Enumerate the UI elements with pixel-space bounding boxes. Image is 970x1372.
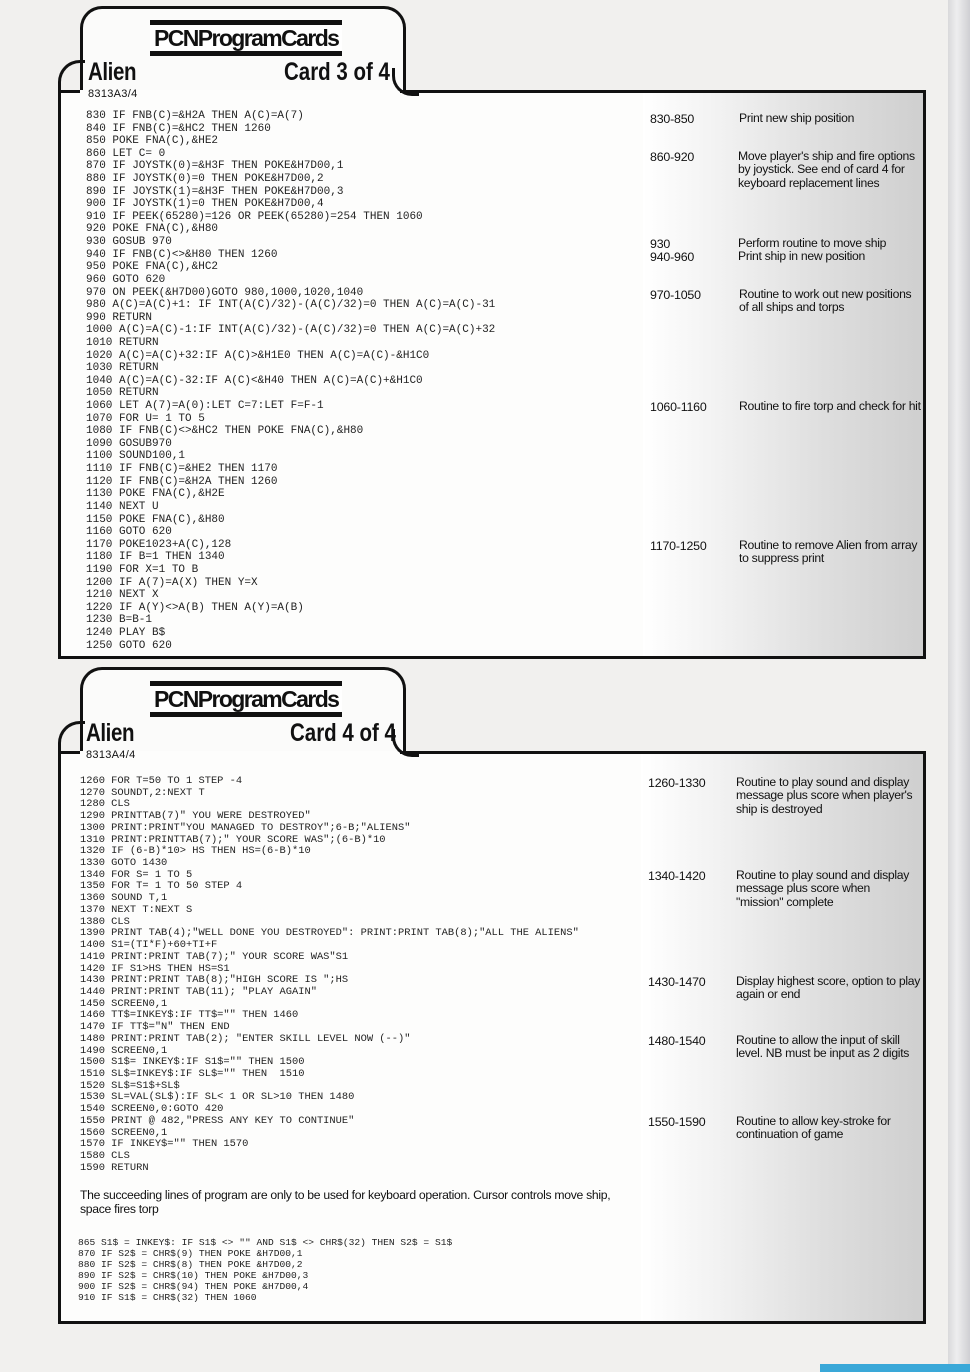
note-description: Routine to work out new positions of all ships and torps: [739, 287, 912, 315]
keyboard-note: The succeeding lines of program are only to be used for keyboard operation. Cursor controls move ship, space fires torp: [80, 1188, 611, 1216]
code-line: 1550 PRINT @ 482,"PRESS ANY KEY TO CONTINUE": [80, 1114, 355, 1127]
code-line: 920 POKE FNA(C),&H80: [86, 223, 219, 236]
code-line: 1430 PRINT:PRINT TAB(8);"HIGH SCORE IS ";HS: [80, 974, 349, 987]
code-line: 1280 CLS: [80, 798, 130, 811]
page-edge-strip: [820, 1364, 970, 1372]
code-line: 865 S1$ = INKEY$: IF S1$ <> "" AND S1$ <> CHR$(32) THEN S2$ = S1$: [78, 1237, 453, 1248]
code-line: 870 IF JOYSTK(0)=&H3F THEN POKE&H7D00,1: [86, 160, 344, 173]
note-description: Routine to allow the input of skill level. NB must be input as 2 digits: [736, 1033, 910, 1061]
note-line-range: 1340-1420: [648, 869, 706, 883]
brand-logo: PCNProgramCards: [150, 20, 342, 56]
code-line: 1180 IF B=1 THEN 1340: [86, 551, 225, 564]
code-line: 1400 S1=(TI*F)+60+TI+F: [80, 939, 218, 952]
code-line: 1130 POKE FNA(C),&H2E: [86, 488, 225, 501]
note-line-range: 970-1050: [650, 288, 701, 302]
code-line: 1420 IF S1>HS THEN HS=S1: [80, 962, 230, 975]
code-line: 1460 TT$=INKEY$:IF TT$="" THEN 1460: [80, 1009, 299, 1022]
note-description: Move player's ship and fire options by joystick. See end of card 4 for keyboard replacement lines: [738, 149, 915, 190]
code-line: 1490 SCREEN0,1: [80, 1044, 168, 1057]
code-line: 1330 GOTO 1430: [80, 857, 168, 870]
code-listing: [86, 110, 495, 652]
code-line: 1050 RETURN: [86, 387, 159, 400]
code-line: 1320 IF (6-B)*10> HS THEN HS=(6-B)*10: [80, 845, 311, 858]
program-card-4: [58, 667, 926, 1327]
code-line: 1290 PRINTTAB(7)" YOU WERE DESTROYED": [80, 810, 311, 823]
code-line: 1000 A(C)=A(C)-1:IF INT(A(C)/32)-(A(C)/32)=0 THEN A(C)=A(C)+32: [86, 324, 496, 337]
code-line: 1160 GOTO 620: [86, 526, 172, 539]
code-line: 1530 SL=VAL(SL$):IF SL< 1 OR SL>10 THEN 1480: [80, 1091, 355, 1104]
code-line: 1370 NEXT T:NEXT S: [80, 903, 193, 916]
code-line: 1150 POKE FNA(C),&H80: [86, 513, 225, 526]
code-line: 1450 SCREEN0,1: [80, 997, 168, 1010]
code-line: 1500 S1$= INKEY$:IF S1$="" THEN 1500: [80, 1056, 305, 1069]
note-description: Routine to fire torp and check for hit: [739, 399, 921, 413]
code-line: 1110 IF FNB(C)=&HE2 THEN 1170: [86, 463, 278, 476]
note-line-range: 930: [650, 237, 671, 251]
card-number: Card 3 of 4: [284, 58, 390, 86]
note-description: Print new ship position: [739, 111, 855, 125]
code-line: 1340 FOR S= 1 TO 5: [80, 868, 193, 881]
code-line: 1120 IF FNB(C)=&H2A THEN 1260: [86, 475, 278, 488]
code-line: 890 IF S2$ = CHR$(10) THEN POKE &H7D00,3: [78, 1270, 309, 1282]
note-line-range: 1170-1250: [650, 539, 707, 553]
card-3-body-top-left: [58, 90, 80, 93]
note-description: Perform routine to move ship: [738, 236, 887, 250]
code-listing: [80, 776, 579, 1174]
note-line-range: 830-850: [650, 112, 695, 126]
code-line: 900 IF JOYSTK(1)=0 THEN POKE&H7D00,4: [86, 198, 324, 211]
code-line: 1350 FOR T= 1 TO 50 STEP 4: [80, 880, 243, 893]
code-line: 900 IF S2$ = CHR$(94) THEN POKE &H7D00,4: [78, 1281, 309, 1293]
note-line-range: 1430-1470: [648, 975, 706, 989]
note-line-range: 940-960: [650, 250, 695, 264]
keyboard-code-listing: [78, 1237, 452, 1304]
note-description: Routine to allow key-stroke for continuation of game: [736, 1114, 891, 1142]
code-line: 1170 POKE1023+A(C),128: [86, 538, 232, 551]
code-line: 1190 FOR X=1 TO B: [86, 563, 199, 576]
code-line: 1140 NEXT U: [86, 500, 159, 513]
code-line: 1100 SOUND100,1: [86, 450, 186, 463]
code-line: 860 LET C= 0: [86, 147, 166, 160]
page-binding-edge: [948, 0, 970, 1372]
code-line: 1010 RETURN: [86, 336, 159, 349]
code-line: 1270 SOUNDT,2:NEXT T: [80, 786, 205, 799]
card-4-body-top-right: [400, 751, 926, 754]
code-line: 880 IF JOYSTK(0)=0 THEN POKE&H7D00,2: [86, 173, 324, 186]
note-line-range: 1260-1330: [648, 776, 706, 790]
note-description: Routine to remove Alien from array to suppress print: [739, 538, 918, 566]
code-line: 1590 RETURN: [80, 1161, 149, 1174]
code-line: 960 GOTO 620: [86, 273, 166, 286]
code-line: 850 POKE FNA(C),&HE2: [86, 135, 219, 148]
note-line-range: 1060-1160: [650, 400, 707, 414]
code-line: 890 IF JOYSTK(1)=&H3F THEN POKE&H7D00,3: [86, 185, 344, 198]
note-line-range: 1550-1590: [648, 1115, 706, 1129]
brand-logo: PCNProgramCards: [150, 681, 342, 717]
code-line: 950 POKE FNA(C),&HC2: [86, 261, 219, 274]
card-4-body-top-left: [58, 751, 80, 754]
card-number: Card 4 of 4: [290, 719, 396, 747]
note-description: Routine to play sound and display message plus score when player's ship is destroyed: [736, 775, 913, 816]
code-line: 910 IF S1$ = CHR$(32) THEN 1060: [78, 1292, 257, 1304]
code-line: 1260 FOR T=50 TO 1 STEP -4: [80, 775, 243, 787]
code-line: 880 IF S2$ = CHR$(8) THEN POKE &H7D00,2: [78, 1259, 303, 1271]
card-4-tab-shoulder: [58, 721, 85, 754]
code-line: 990 RETURN: [86, 311, 153, 324]
code-line: 1080 IF FNB(C)<>&HC2 THEN POKE FNA(C),&H80: [86, 425, 364, 438]
code-line: 930 GOSUB 970: [86, 236, 172, 249]
code-line: 870 IF S2$ = CHR$(9) THEN POKE &H7D00,1: [78, 1248, 303, 1260]
code-line: 910 IF PEEK(65280)=126 OR PEEK(65280)=254 THEN 1060: [86, 210, 423, 223]
code-line: 1040 A(C)=A(C)-32:IF A(C)<&H40 THEN A(C)=A(C)+&H1C0: [86, 374, 423, 387]
code-line: 940 IF FNB(C)<>&H80 THEN 1260: [86, 248, 278, 261]
note-line-range: 860-920: [650, 150, 695, 164]
note-description: Print ship in new position: [738, 249, 866, 263]
code-line: 1310 PRINT:PRINTTAB(7);" YOUR SCORE WAS";(6-B)*10: [80, 833, 386, 846]
code-line: 1380 CLS: [80, 915, 130, 928]
code-line: 1390 PRINT TAB(4);"WELL DONE YOU DESTROYED": PRINT:PRINT TAB(8);"ALL THE ALIENS": [80, 927, 579, 940]
program-title: Alien: [86, 719, 135, 747]
code-line: 1510 SL$=INKEY$:IF SL$="" THEN 1510: [80, 1067, 305, 1080]
code-line: 1360 SOUND T,1: [80, 892, 168, 905]
ref-code: 8313A4/4: [86, 749, 136, 761]
code-line: 1070 FOR U= 1 TO 5: [86, 412, 205, 425]
ref-code: 8313A3/4: [88, 88, 138, 100]
code-line: 1540 SCREEN0,0:GOTO 420: [80, 1103, 224, 1116]
code-line: 1210 NEXT X: [86, 589, 159, 602]
code-line: 1240 PLAY B$: [86, 626, 166, 639]
code-line: 1470 IF TT$="N" THEN END: [80, 1021, 230, 1034]
code-line: 1300 PRINT:PRINT"YOU MANAGED TO DESTROY";6-B;"ALIENS": [80, 821, 411, 834]
code-line: 1220 IF A(Y)<>A(B) THEN A(Y)=A(B): [86, 601, 304, 614]
code-line: 1570 IF INKEY$="" THEN 1570: [80, 1138, 249, 1151]
code-line: 1580 CLS: [80, 1150, 130, 1162]
code-line: 980 A(C)=A(C)+1: IF INT(A(C)/32)-(A(C)/32)=0 THEN A(C)=A(C)-31: [86, 299, 496, 312]
card-3-tab-shoulder: [58, 60, 85, 93]
code-line: 840 IF FNB(C)=&HC2 THEN 1260: [86, 122, 271, 135]
code-line: 1060 LET A(7)=A(0):LET C=7:LET F=F-1: [86, 400, 324, 413]
code-line: 1520 SL$=S1$+SL$: [80, 1079, 180, 1092]
code-line: 1560 SCREEN0,1: [80, 1126, 168, 1139]
note-description: Display highest score, option to play again or end: [736, 974, 921, 1002]
code-line: 1480 PRINT:PRINT TAB(2); "ENTER SKILL LEVEL NOW (--)": [80, 1032, 411, 1045]
code-line: 1230 B=B-1: [86, 614, 153, 627]
code-line: 1410 PRINT:PRINT TAB(7);" YOUR SCORE WAS"S1: [80, 950, 349, 963]
code-line: 1200 IF A(7)=A(X) THEN Y=X: [86, 576, 258, 589]
code-line: 830 IF FNB(C)=&H2A THEN A(C)=A(7): [86, 110, 304, 122]
code-line: 1250 GOTO 620: [86, 639, 172, 652]
code-line: 970 ON PEEK(&H7D00)GOTO 980,1000,1020,1040: [86, 286, 364, 299]
card-3-body-top-right: [400, 90, 926, 93]
program-title: Alien: [88, 58, 137, 86]
code-line: 1020 A(C)=A(C)+32:IF A(C)>&H1E0 THEN A(C)=A(C)-&H1C0: [86, 349, 430, 362]
note-line-range: 1480-1540: [648, 1034, 706, 1048]
code-line: 1090 GOSUB970: [86, 437, 172, 450]
code-line: 1440 PRINT:PRINT TAB(11); "PLAY AGAIN": [80, 985, 317, 998]
note-description: Routine to play sound and display message plus score when "mission" complete: [736, 868, 910, 909]
program-card-3: [58, 6, 926, 662]
code-line: 1030 RETURN: [86, 362, 159, 375]
